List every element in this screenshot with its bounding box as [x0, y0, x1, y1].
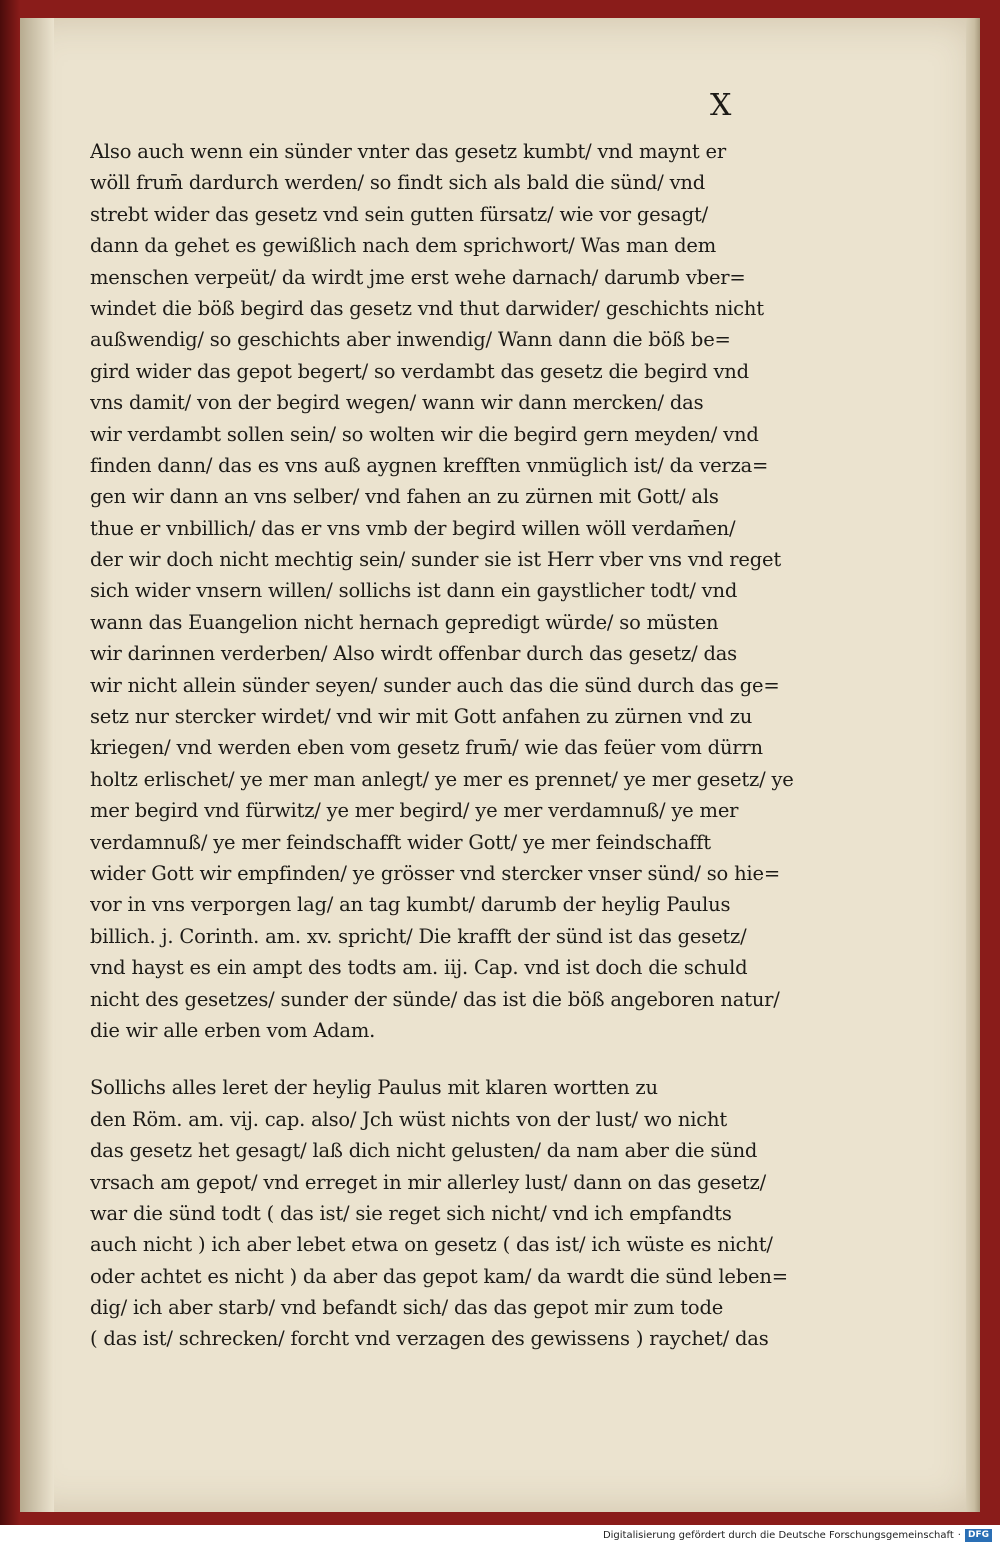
text-line: wir verdambt sollen sein/ so wolten wir die begird gern meyden/ vnd: [90, 422, 759, 446]
text-line: strebt wider das gesetz vnd sein gutten fürsatz/ wie vor gesagt/: [90, 202, 708, 226]
text-line: wider Gott wir empfinden/ ye grösser vnd stercker vnser sünd/ so hie=: [90, 861, 780, 885]
text-line: vns damit/ von der begird wegen/ wann wir dann mercken/ das: [90, 391, 704, 415]
paragraph: [90, 136, 840, 1046]
page-text: [90, 136, 840, 1355]
text-line: die wir alle erben vom Adam.: [90, 1018, 376, 1042]
page-gutter-shadow: [20, 18, 54, 1512]
text-line: menschen verpeüt/ da wirdt jme erst wehe darnach/ darumb vber=: [90, 265, 746, 289]
text-line: das gesetz het gesagt/ laß dich nicht gelusten/ da nam aber die sünd: [90, 1139, 758, 1163]
folio-number: X: [710, 88, 733, 123]
text-line: finden dann/ das es vns auß aygnen krefften vnmüglich ist/ da verza=: [90, 453, 769, 477]
text-line: den Röm. am. vij. cap. also/ Jch wüst nichts von der lust/ wo nicht: [90, 1107, 728, 1131]
text-line: wann das Euangelion nicht hernach gepredigt würde/ so müsten: [90, 610, 719, 634]
text-line: dann da gehet es gewißlich nach dem sprichwort/ Was man dem: [90, 234, 716, 258]
text-line: sich wider vnsern willen/ sollichs ist dann ein gaystlicher todt/ vnd: [90, 579, 738, 603]
text-line: oder achtet es nicht ) da aber das gepot kam/ da wardt die sünd leben=: [90, 1264, 788, 1288]
text-line: wir darinnen verderben/ Also wirdt offenbar durch das gesetz/ das: [90, 642, 737, 666]
digitization-credit: Digitalisierung gefördert durch die Deutsche Forschungsgemeinschaft: [602, 1529, 954, 1541]
text-line: thue er vnbillich/ das er vns vmb der begird willen wöll verdam̄en/: [90, 516, 736, 540]
text-line: mer begird vnd fürwitz/ ye mer begird/ ye mer verdamnuß/ ye mer: [90, 799, 739, 823]
text-line: außwendig/ so geschichts aber inwendig/ Wann dann die böß be=: [90, 328, 731, 352]
dfg-logo: DFG: [965, 1529, 992, 1542]
text-line: war die sünd todt ( das ist/ sie reget sich nicht/ vnd ich empfandts: [90, 1201, 732, 1225]
text-line: Also auch wenn ein sünder vnter das gesetz kumbt/ vnd maynt er: [90, 140, 726, 163]
text-line: gird wider das gepot begert/ so verdambt das gesetz die begird vnd: [90, 359, 749, 383]
text-line: holtz erlischet/ ye mer man anlegt/ ye mer es prennet/ ye mer gesetz/ ye: [90, 767, 794, 791]
text-line: vnd hayst es ein ampt des todts am. iij. Cap. vnd ist doch die schuld: [90, 956, 748, 980]
text-line: ( das ist/ schrecken/ forcht vnd verzagen des gewissens ) raychet/ das: [90, 1327, 769, 1351]
text-line: vrsach am gepot/ vnd erreget in mir allerley lust/ dann on das gesetz/: [90, 1170, 766, 1194]
text-line: wöll frum̄ dardurch werden/ so findt sich als bald die sünd/ vnd: [90, 171, 706, 195]
text-line: kriegen/ vnd werden eben vom gesetz frum̄/ wie das feüer vom dürrn: [90, 736, 763, 760]
footer-separator: ·: [957, 1529, 961, 1541]
text-line: billich. j. Corinth. am. xv. spricht/ Die krafft der sünd ist das gesetz/: [90, 924, 747, 948]
text-line: wir nicht allein sünder seyen/ sunder auch das die sünd durch das ge=: [90, 673, 780, 697]
book-page: [20, 18, 976, 1512]
text-line: windet die böß begird das gesetz vnd thut darwider/ geschichts nicht: [90, 296, 764, 320]
digitization-footer: [603, 1527, 992, 1543]
page-fore-edge: [966, 18, 980, 1512]
text-line: verdamnuß/ ye mer feindschafft wider Gott/ ye mer feindschafft: [90, 830, 711, 854]
scan-edge-shadow: [0, 0, 20, 1525]
text-line: setz nur stercker wirdet/ vnd wir mit Gott anfahen zu zürnen vnd zu: [90, 705, 753, 729]
paragraph: [90, 1072, 840, 1355]
text-line: vor in vns verporgen lag/ an tag kumbt/ darumb der heylig Paulus: [90, 893, 731, 917]
text-line: der wir doch nicht mechtig sein/ sunder sie ist Herr vber vns vnd reget: [90, 548, 782, 572]
text-line: nicht des gesetzes/ sunder der sünde/ das ist die böß angeboren natur/: [90, 987, 780, 1011]
text-line: gen wir dann an vns selber/ vnd fahen an zu zürnen mit Gott/ als: [90, 485, 719, 509]
text-line: Sollichs alles leret der heylig Paulus mit klaren wortten zu: [90, 1076, 658, 1100]
text-line: dig/ ich aber starb/ vnd befandt sich/ das das gepot mir zum tode: [90, 1296, 724, 1320]
text-line: auch nicht ) ich aber lebet etwa on gesetz ( das ist/ ich wüste es nicht/: [90, 1233, 773, 1257]
